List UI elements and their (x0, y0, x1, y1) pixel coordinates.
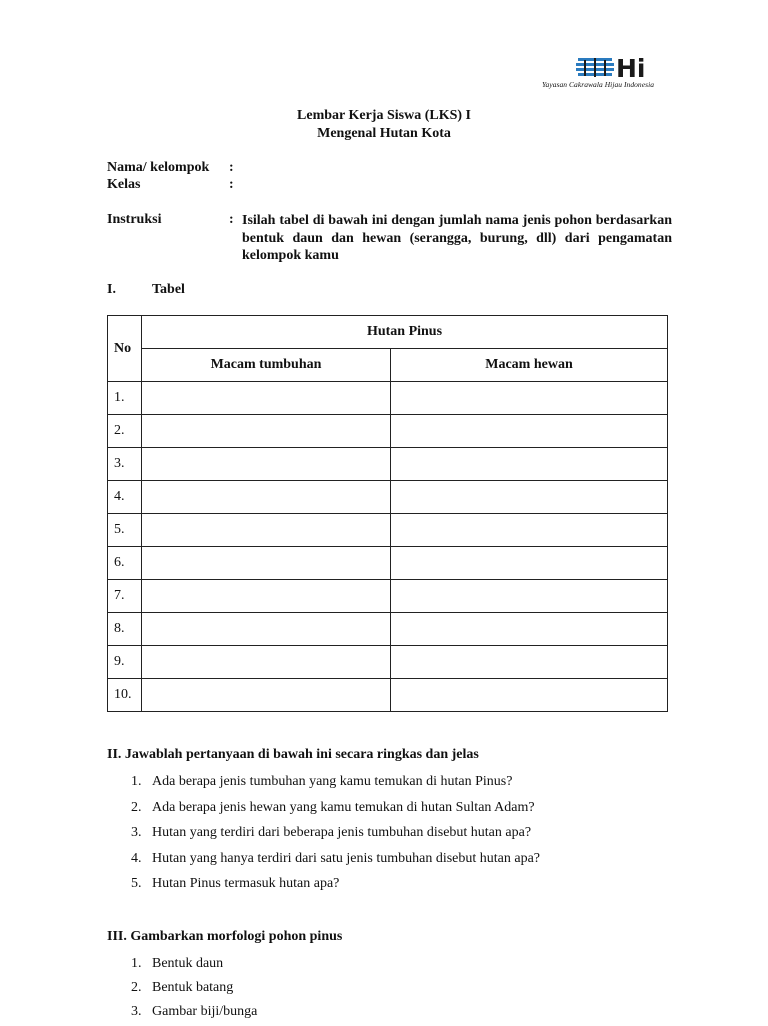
logo-letters: Hi (616, 54, 646, 80)
table-row (108, 580, 668, 613)
section-2-heading: II. Jawablah pertanyaan di bawah ini secara ringkas dan jelas (107, 747, 479, 762)
list-item (131, 849, 540, 875)
table-row (108, 481, 668, 514)
plants-cell[interactable] (142, 481, 391, 514)
list-item-text: Gambar biji/bunga (152, 1004, 258, 1019)
class-field (107, 177, 241, 193)
name-group-label: Nama/ kelompok (107, 160, 210, 175)
section-3-items (131, 954, 257, 1026)
animals-cell[interactable] (391, 580, 668, 613)
list-item (131, 978, 257, 1002)
table-row (108, 382, 668, 415)
plants-cell[interactable] (142, 415, 391, 448)
animals-cell[interactable] (391, 547, 668, 580)
list-item (131, 823, 540, 849)
list-item-number: 1. (131, 956, 142, 971)
animals-cell[interactable] (391, 646, 668, 679)
column-header-hutan-pinus: Hutan Pinus (142, 316, 668, 349)
list-item-text: Bentuk batang (152, 980, 234, 995)
organization-logo (540, 52, 680, 94)
logo-caption: Yayasan Cakrawala Hijau Indonesia (542, 80, 655, 89)
list-item-text: Bentuk daun (152, 956, 224, 971)
list-item-number: 2. (131, 799, 142, 815)
row-number: 9. (108, 646, 142, 679)
list-item-number: 2. (131, 980, 142, 995)
plants-cell[interactable] (142, 547, 391, 580)
section-3-heading: III. Gambarkan morfologi pohon pinus (107, 929, 343, 944)
name-group-field (107, 160, 241, 176)
column-header-animals: Macam hewan (391, 349, 668, 382)
animals-cell[interactable] (391, 514, 668, 547)
observation-table (107, 315, 668, 712)
list-item-number: 4. (131, 850, 142, 866)
instruction-colon: : (229, 212, 234, 227)
list-item (131, 798, 540, 824)
row-number: 6. (108, 547, 142, 580)
name-group-colon: : (229, 160, 234, 175)
class-colon: : (229, 177, 234, 192)
animals-cell[interactable] (391, 613, 668, 646)
list-item-number: 1. (131, 774, 142, 789)
plants-cell[interactable] (142, 613, 391, 646)
table-row (108, 415, 668, 448)
row-number: 2. (108, 415, 142, 448)
list-item-text: Hutan yang hanya terdiri dari satu jenis tumbuhan disebut hutan apa? (152, 850, 541, 866)
list-item (131, 954, 257, 978)
list-item-text: Ada berapa jenis hewan yang kamu temukan di hutan Sultan Adam? (152, 799, 535, 815)
animals-cell[interactable] (391, 481, 668, 514)
table-row (108, 646, 668, 679)
list-item-number: 3. (131, 1004, 142, 1019)
table-row (108, 514, 668, 547)
plants-cell[interactable] (142, 448, 391, 481)
section-1-heading (107, 282, 185, 298)
animals-cell[interactable] (391, 382, 668, 415)
worksheet-title: Lembar Kerja Siswa (LKS) I (297, 108, 471, 123)
table-row (108, 613, 668, 646)
section-1-number: I. (107, 282, 116, 297)
column-header-no: No (108, 316, 142, 382)
list-item (131, 1002, 257, 1026)
row-number: 10. (108, 679, 142, 712)
class-label: Kelas (107, 177, 141, 192)
list-item-number: 3. (131, 825, 142, 840)
list-item-text: Hutan Pinus termasuk hutan apa? (152, 876, 340, 891)
animals-cell[interactable] (391, 448, 668, 481)
list-item-text: Hutan yang terdiri dari beberapa jenis tumbuhan disebut hutan apa? (152, 825, 532, 840)
row-number: 4. (108, 481, 142, 514)
instruction-label: Instruksi (107, 212, 162, 227)
plants-cell[interactable] (142, 514, 391, 547)
row-number: 8. (108, 613, 142, 646)
table-row (108, 679, 668, 712)
row-number: 3. (108, 448, 142, 481)
column-header-plants: Macam tumbuhan (142, 349, 391, 382)
plants-cell[interactable] (142, 646, 391, 679)
row-number: 1. (108, 382, 142, 415)
section-2-questions (131, 772, 540, 900)
table-row (108, 547, 668, 580)
plants-cell[interactable] (142, 382, 391, 415)
row-number: 7. (108, 580, 142, 613)
list-item-number: 5. (131, 876, 142, 891)
plants-cell[interactable] (142, 679, 391, 712)
list-item (131, 874, 540, 900)
section-1-title: Tabel (152, 282, 185, 297)
animals-cell[interactable] (391, 679, 668, 712)
plants-cell[interactable] (142, 580, 391, 613)
table-row (108, 448, 668, 481)
list-item (131, 772, 540, 798)
globe-logo-icon (576, 54, 666, 80)
worksheet-subtitle: Mengenal Hutan Kota (317, 126, 451, 141)
instruction-text: Isilah tabel di bawah ini dengan jumlah nama jenis pohon berdasarkan bentuk daun dan hewan (serangga, burung, dll) dari pengamatan kelompok kamu (242, 213, 672, 263)
animals-cell[interactable] (391, 415, 668, 448)
list-item-text: Ada berapa jenis tumbuhan yang kamu temukan di hutan Pinus? (152, 774, 513, 789)
row-number: 5. (108, 514, 142, 547)
